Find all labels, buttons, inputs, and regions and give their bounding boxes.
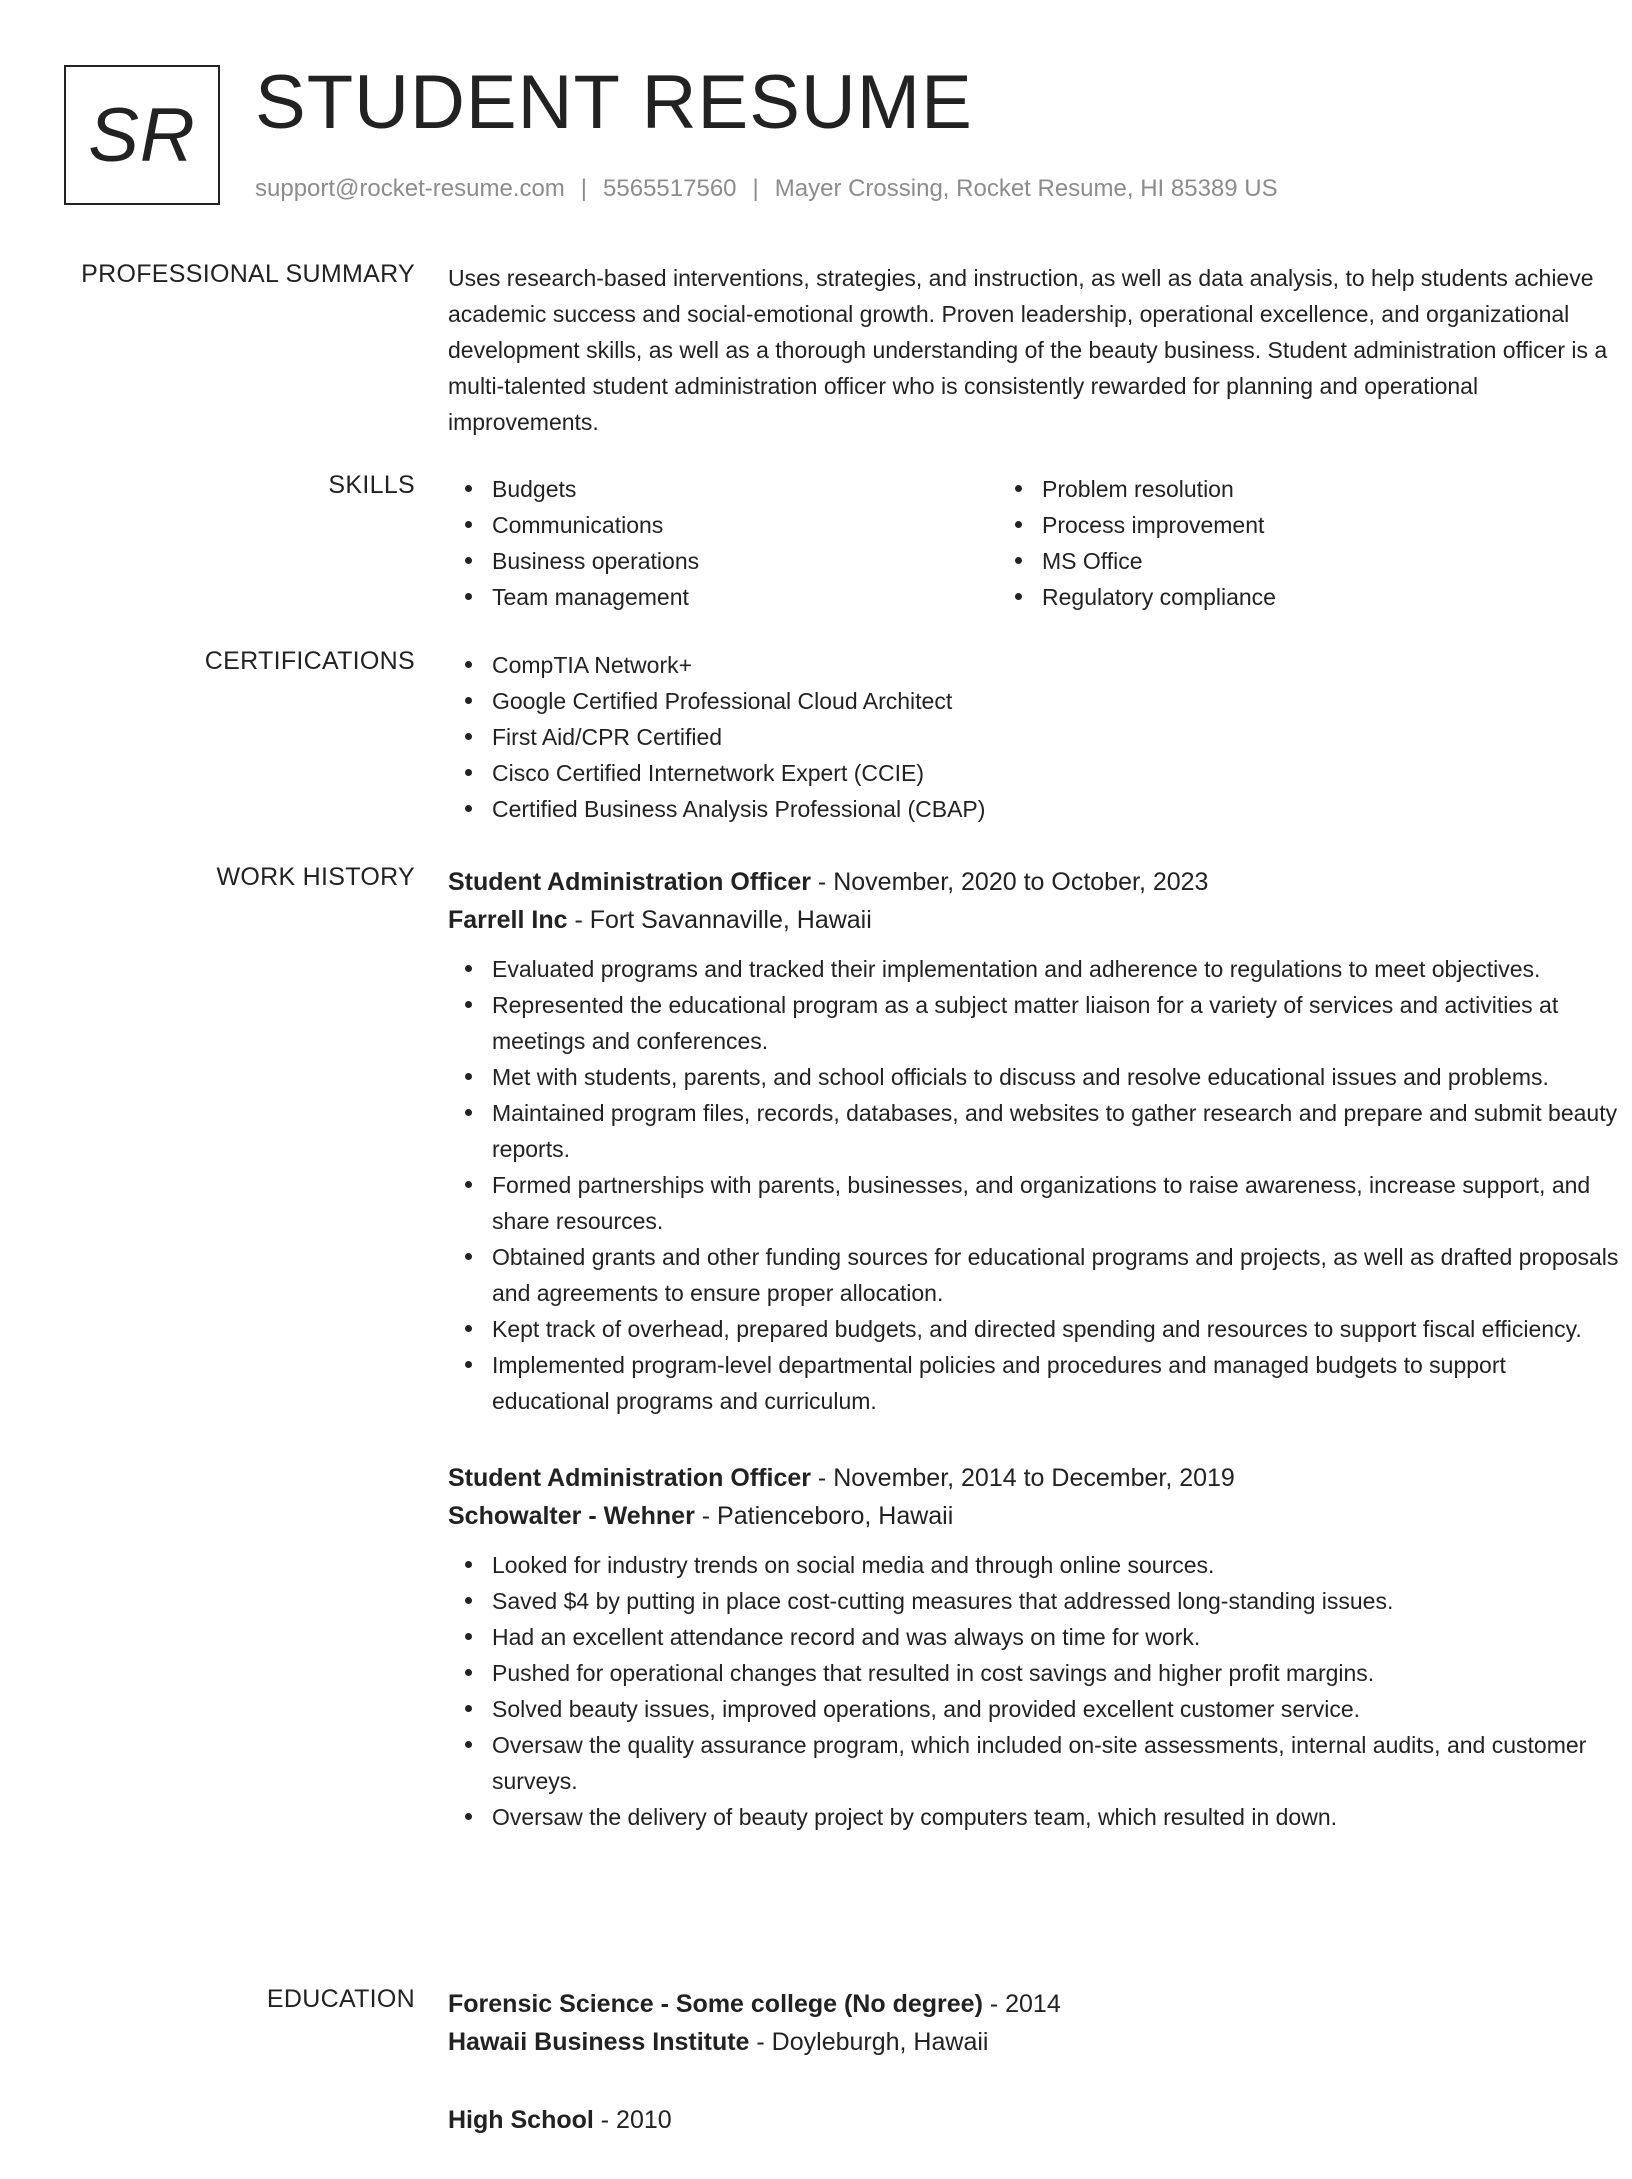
job-title-line <box>448 1459 1628 1497</box>
certification-item: CompTIA Network+ <box>448 647 1628 683</box>
contact-separator: | <box>752 175 759 202</box>
education-location: - Doyleburgh, Hawaii <box>749 2028 989 2056</box>
job-bullet: Obtained grants and other funding sources for educational programs and projects, as well as drafted proposals and agreements to ensure proper allocation. <box>448 1239 1628 1311</box>
job-entry <box>448 863 1628 1419</box>
job-company: Schowalter - Wehner <box>448 1502 695 1530</box>
job-bullet: Represented the educational program as a subject matter liaison for a variety of services and activities at meetings and conferences. <box>448 987 1628 1059</box>
skill-item: Regulatory compliance <box>998 579 1548 615</box>
job-bullet: Met with students, parents, and school officials to discuss and resolve educational issues and problems. <box>448 1059 1628 1095</box>
section-label-skills: SKILLS <box>328 471 415 499</box>
job-dates: - November, 2020 to October, 2023 <box>810 868 1209 896</box>
job-title: Student Administration Officer <box>448 1464 811 1492</box>
section-label-certifications: CERTIFICATIONS <box>204 647 415 675</box>
skill-item: Business operations <box>448 543 998 579</box>
education-entry <box>448 2101 1628 2139</box>
contact-separator: | <box>580 175 588 202</box>
job-bullet: Oversaw the quality assurance program, which included on-site assessments, internal audits, and customer surveys. <box>448 1727 1628 1799</box>
skill-item: Communications <box>448 507 998 543</box>
education-school: Hawaii Business Institute <box>448 2028 750 2056</box>
contact-address: Mayer Crossing, Rocket Resume, HI 85389 US <box>774 175 1278 202</box>
job-bullet: Kept track of overhead, prepared budgets, and directed spending and resources to support fiscal efficiency. <box>448 1311 1628 1347</box>
education-entry <box>448 1985 1628 2061</box>
job-bullet: Solved beauty issues, improved operations, and provided excellent customer service. <box>448 1691 1628 1727</box>
education-year: - 2010 <box>593 2106 672 2134</box>
job-bullet: Maintained program files, records, databases, and websites to gather research and prepare and submit beauty reports. <box>448 1095 1628 1167</box>
skill-item: Team management <box>448 579 998 615</box>
contact-email[interactable]: support@rocket-resume.com <box>255 175 565 202</box>
certification-item: First Aid/CPR Certified <box>448 719 1628 755</box>
job-company-line <box>448 1497 1628 1535</box>
resume-header <box>64 60 1564 210</box>
job-location: - Fort Savannaville, Hawaii <box>567 906 872 934</box>
certifications-body <box>448 647 1628 827</box>
section-label-education: EDUCATION <box>266 1985 415 2013</box>
education-degree: Forensic Science - Some college (No degree) <box>448 1990 983 2018</box>
skill-item: MS Office <box>998 543 1548 579</box>
contact-line <box>255 175 1278 203</box>
resume-name: STUDENT RESUME <box>255 60 973 145</box>
job-bullet: Had an excellent attendance record and was always on time for work. <box>448 1619 1628 1655</box>
job-bullet: Looked for industry trends on social media and through online sources. <box>448 1547 1628 1583</box>
job-bullet: Oversaw the delivery of beauty project by computers team, which resulted in down. <box>448 1799 1628 1835</box>
job-bullet: Formed partnerships with parents, businesses, and organizations to raise awareness, increase support, and share resources. <box>448 1167 1628 1239</box>
education-body <box>448 1985 1628 2179</box>
job-title-line <box>448 863 1628 901</box>
work-history-body <box>448 863 1628 1875</box>
certification-item: Cisco Certified Internetwork Expert (CCIE) <box>448 755 1628 791</box>
monogram-box <box>64 65 220 205</box>
job-bullet-list <box>448 951 1628 1419</box>
summary-body <box>448 260 1628 440</box>
skill-item: Process improvement <box>998 507 1548 543</box>
section-label-summary: PROFESSIONAL SUMMARY <box>81 260 415 288</box>
monogram-initials: SR <box>88 92 196 178</box>
job-location: - Patienceboro, Hawaii <box>694 1502 954 1530</box>
education-degree: High School <box>448 2106 594 2134</box>
education-year: - 2014 <box>982 1990 1061 2018</box>
job-company: Farrell Inc <box>448 906 568 934</box>
skills-column-1 <box>448 471 998 615</box>
certification-item: Google Certified Professional Cloud Architect <box>448 683 1628 719</box>
certification-item: Certified Business Analysis Professional (CBAP) <box>448 791 1628 827</box>
job-bullet: Saved $4 by putting in place cost-cutting measures that addressed long-standing issues. <box>448 1583 1628 1619</box>
education-school-line <box>448 2023 1628 2061</box>
job-bullet: Implemented program-level departmental policies and procedures and managed budgets to support educational programs and curriculum. <box>448 1347 1628 1419</box>
certification-list <box>448 647 1628 827</box>
job-bullet-list <box>448 1547 1628 1835</box>
section-label-work-history: WORK HISTORY <box>216 863 415 891</box>
summary-text: Uses research-based interventions, strategies, and instruction, as well as data analysis, to help students achieve academic success and social-emotional growth. Proven leadership, operational excellence, and organizational development skills, as well as a thorough understanding of the beauty business. Student administration officer is a multi-talented student administration officer who is consistently rewarded for planning and operational improvements. <box>448 265 1608 435</box>
job-dates: - November, 2014 to December, 2019 <box>810 1464 1235 1492</box>
education-degree-line <box>448 1985 1628 2023</box>
education-degree-line <box>448 2101 1628 2139</box>
contact-phone[interactable]: 5565517560 <box>603 175 737 202</box>
job-entry <box>448 1459 1628 1835</box>
skill-item: Budgets <box>448 471 998 507</box>
job-bullet: Evaluated programs and tracked their implementation and adherence to regulations to meet objectives. <box>448 951 1628 987</box>
skill-item: Problem resolution <box>998 471 1548 507</box>
skills-column-2 <box>998 471 1548 615</box>
job-title: Student Administration Officer <box>448 868 811 896</box>
skills-body <box>448 471 1628 615</box>
job-company-line <box>448 901 1628 939</box>
job-bullet: Pushed for operational changes that resulted in cost savings and higher profit margins. <box>448 1655 1628 1691</box>
